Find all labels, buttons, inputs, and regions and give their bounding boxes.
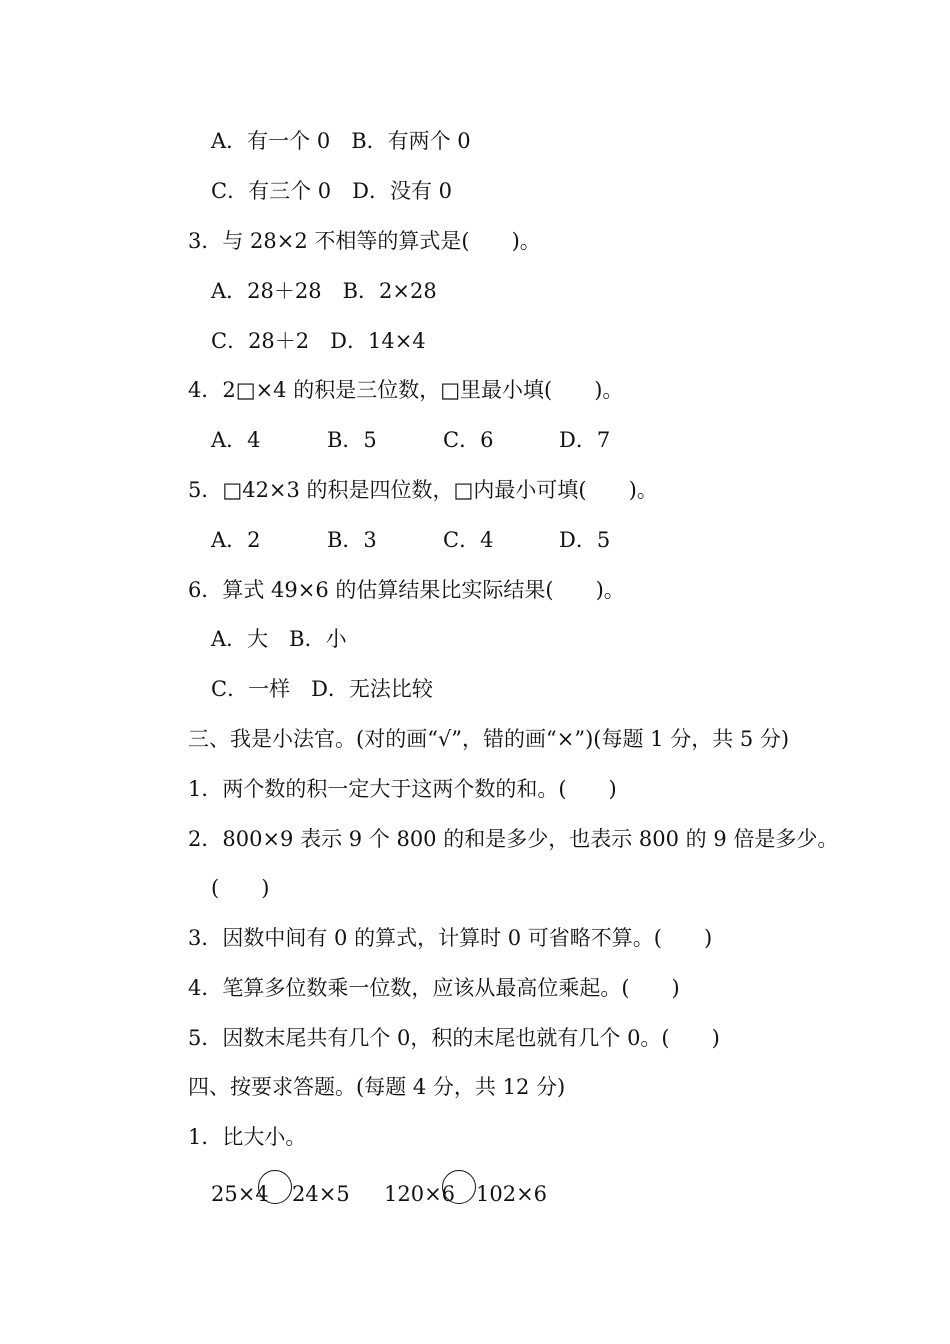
q3-options-row1: A．28＋28 B．2×28 <box>211 279 437 303</box>
compare-a-circle[interactable] <box>258 1170 292 1204</box>
q6-options-row2: C．一样 D．无法比较 <box>211 677 433 701</box>
compare-b-left: 120×6 <box>384 1182 456 1206</box>
section3-heading: 三、我是小法官。(对的画“√”，错的画“×”)(每题 1 分，共 5 分) <box>188 727 790 751</box>
section4-heading: 四、按要求答题。(每题 4 分，共 12 分) <box>188 1075 566 1099</box>
judge-item-5: 5．因数末尾共有几个 0，积的末尾也就有几个 0。( ) <box>188 1026 720 1050</box>
q2-options-row1: A．有一个 0 B．有两个 0 <box>211 129 471 153</box>
q4-option-b: B．5 <box>327 428 377 452</box>
q4-option-d: D．7 <box>559 428 611 452</box>
judge-item-2-paren: ( ) <box>211 876 270 900</box>
q4-stem: 4．2□×4 的积是三位数，□里最小填( )。 <box>188 378 624 402</box>
q3-options-row2: C．28＋2 D．14×4 <box>211 329 426 353</box>
q2-options-row2: C．有三个 0 D．没有 0 <box>211 179 452 203</box>
q6-options-row1: A．大 B．小 <box>211 627 347 651</box>
judge-item-2: 2．800×9 表示 9 个 800 的和是多少，也表示 800 的 9 倍是多少。 <box>188 827 839 851</box>
compare-b-circle[interactable] <box>442 1170 476 1204</box>
compare-a-right: 24×5 <box>292 1182 350 1206</box>
q5-stem: 5．□42×3 的积是四位数，□内最小可填( )。 <box>188 478 658 502</box>
judge-item-4: 4．笔算多位数乘一位数，应该从最高位乘起。( ) <box>188 976 680 1000</box>
q4-option-a: A．4 <box>211 428 261 452</box>
s4-q1-label: 1．比大小。 <box>188 1125 307 1149</box>
compare-b-right: 102×6 <box>476 1182 548 1206</box>
q5-option-c: C．4 <box>443 528 494 552</box>
q5-option-d: D．5 <box>559 528 611 552</box>
q5-option-b: B．3 <box>327 528 377 552</box>
q5-options <box>211 526 611 554</box>
q4-option-c: C．6 <box>443 428 494 452</box>
q5-option-a: A．2 <box>211 528 261 552</box>
judge-item-1: 1．两个数的积一定大于这两个数的和。( ) <box>188 777 617 801</box>
q4-options <box>211 426 611 454</box>
q6-stem: 6．算式 49×6 的估算结果比实际结果( )。 <box>188 578 625 602</box>
q3-stem: 3．与 28×2 不相等的算式是( )。 <box>188 229 541 253</box>
compare-a-left: 25×4 <box>211 1182 269 1206</box>
judge-item-3: 3．因数中间有 0 的算式，计算时 0 可省略不算。( ) <box>188 926 713 950</box>
